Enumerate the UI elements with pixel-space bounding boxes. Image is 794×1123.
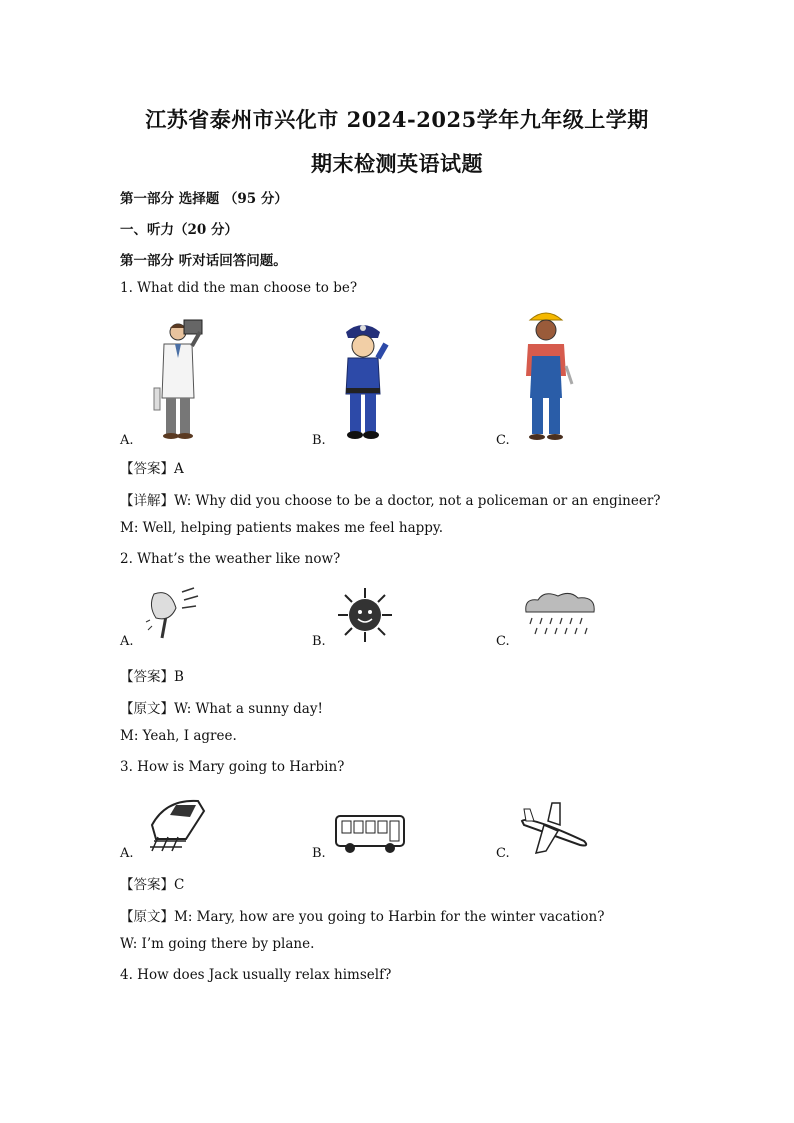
question-2: 2. What’s the weather like now? — [120, 551, 341, 567]
q2-script-m: M: Yeah, I agree. — [120, 728, 237, 744]
subsection-heading: 第一部分 听对话回答问题。 — [120, 253, 287, 269]
windy-icon — [142, 586, 200, 642]
policeman-icon — [332, 318, 394, 442]
bus-icon — [334, 812, 408, 856]
question-1: 1. What did the man choose to be? — [120, 280, 358, 296]
q1-answer: 【答案】A — [120, 461, 184, 477]
q1-option-b: B. — [312, 433, 326, 448]
q3-option-a: A. — [120, 846, 134, 861]
question-4: 4. How does Jack usually relax himself? — [120, 967, 392, 983]
q1-script-w: 【详解】W: Why did you choose to be a doctor, not a policeman or an engineer? — [120, 493, 661, 509]
train-icon — [146, 795, 210, 855]
q1-script-m: M: Well, helping patients makes me feel happy. — [120, 520, 444, 536]
title-line-1: 江苏省泰州市兴化市 2024-2025学年九年级上学期 — [145, 107, 649, 132]
q3-script-w: W: I’m going there by plane. — [120, 936, 315, 952]
part-heading: 第一部分 选择题 （95 分） — [120, 191, 288, 207]
q2-option-b: B. — [312, 634, 326, 649]
title-line-2: 期末检测英语试题 — [311, 151, 483, 176]
engineer-icon — [518, 306, 574, 442]
q3-answer: 【答案】C — [120, 877, 185, 893]
q2-script-w: 【原文】W: What a sunny day! — [120, 701, 323, 717]
q3-script-m: 【原文】M: Mary, how are you going to Harbin for the winter vacation? — [120, 909, 605, 925]
doctor-icon — [148, 318, 210, 442]
q2-answer: 【答案】B — [120, 669, 184, 685]
plane-icon — [518, 795, 592, 855]
rain-cloud-icon — [520, 590, 600, 640]
q3-option-b: B. — [312, 846, 326, 861]
section-heading: 一、听力（20 分） — [120, 222, 238, 238]
sun-icon — [336, 586, 394, 644]
q1-option-c: C. — [496, 433, 510, 448]
q1-option-a: A. — [120, 433, 134, 448]
q3-option-c: C. — [496, 846, 510, 861]
question-3: 3. How is Mary going to Harbin? — [120, 759, 345, 775]
q2-option-c: C. — [496, 634, 510, 649]
q2-option-a: A. — [120, 634, 134, 649]
